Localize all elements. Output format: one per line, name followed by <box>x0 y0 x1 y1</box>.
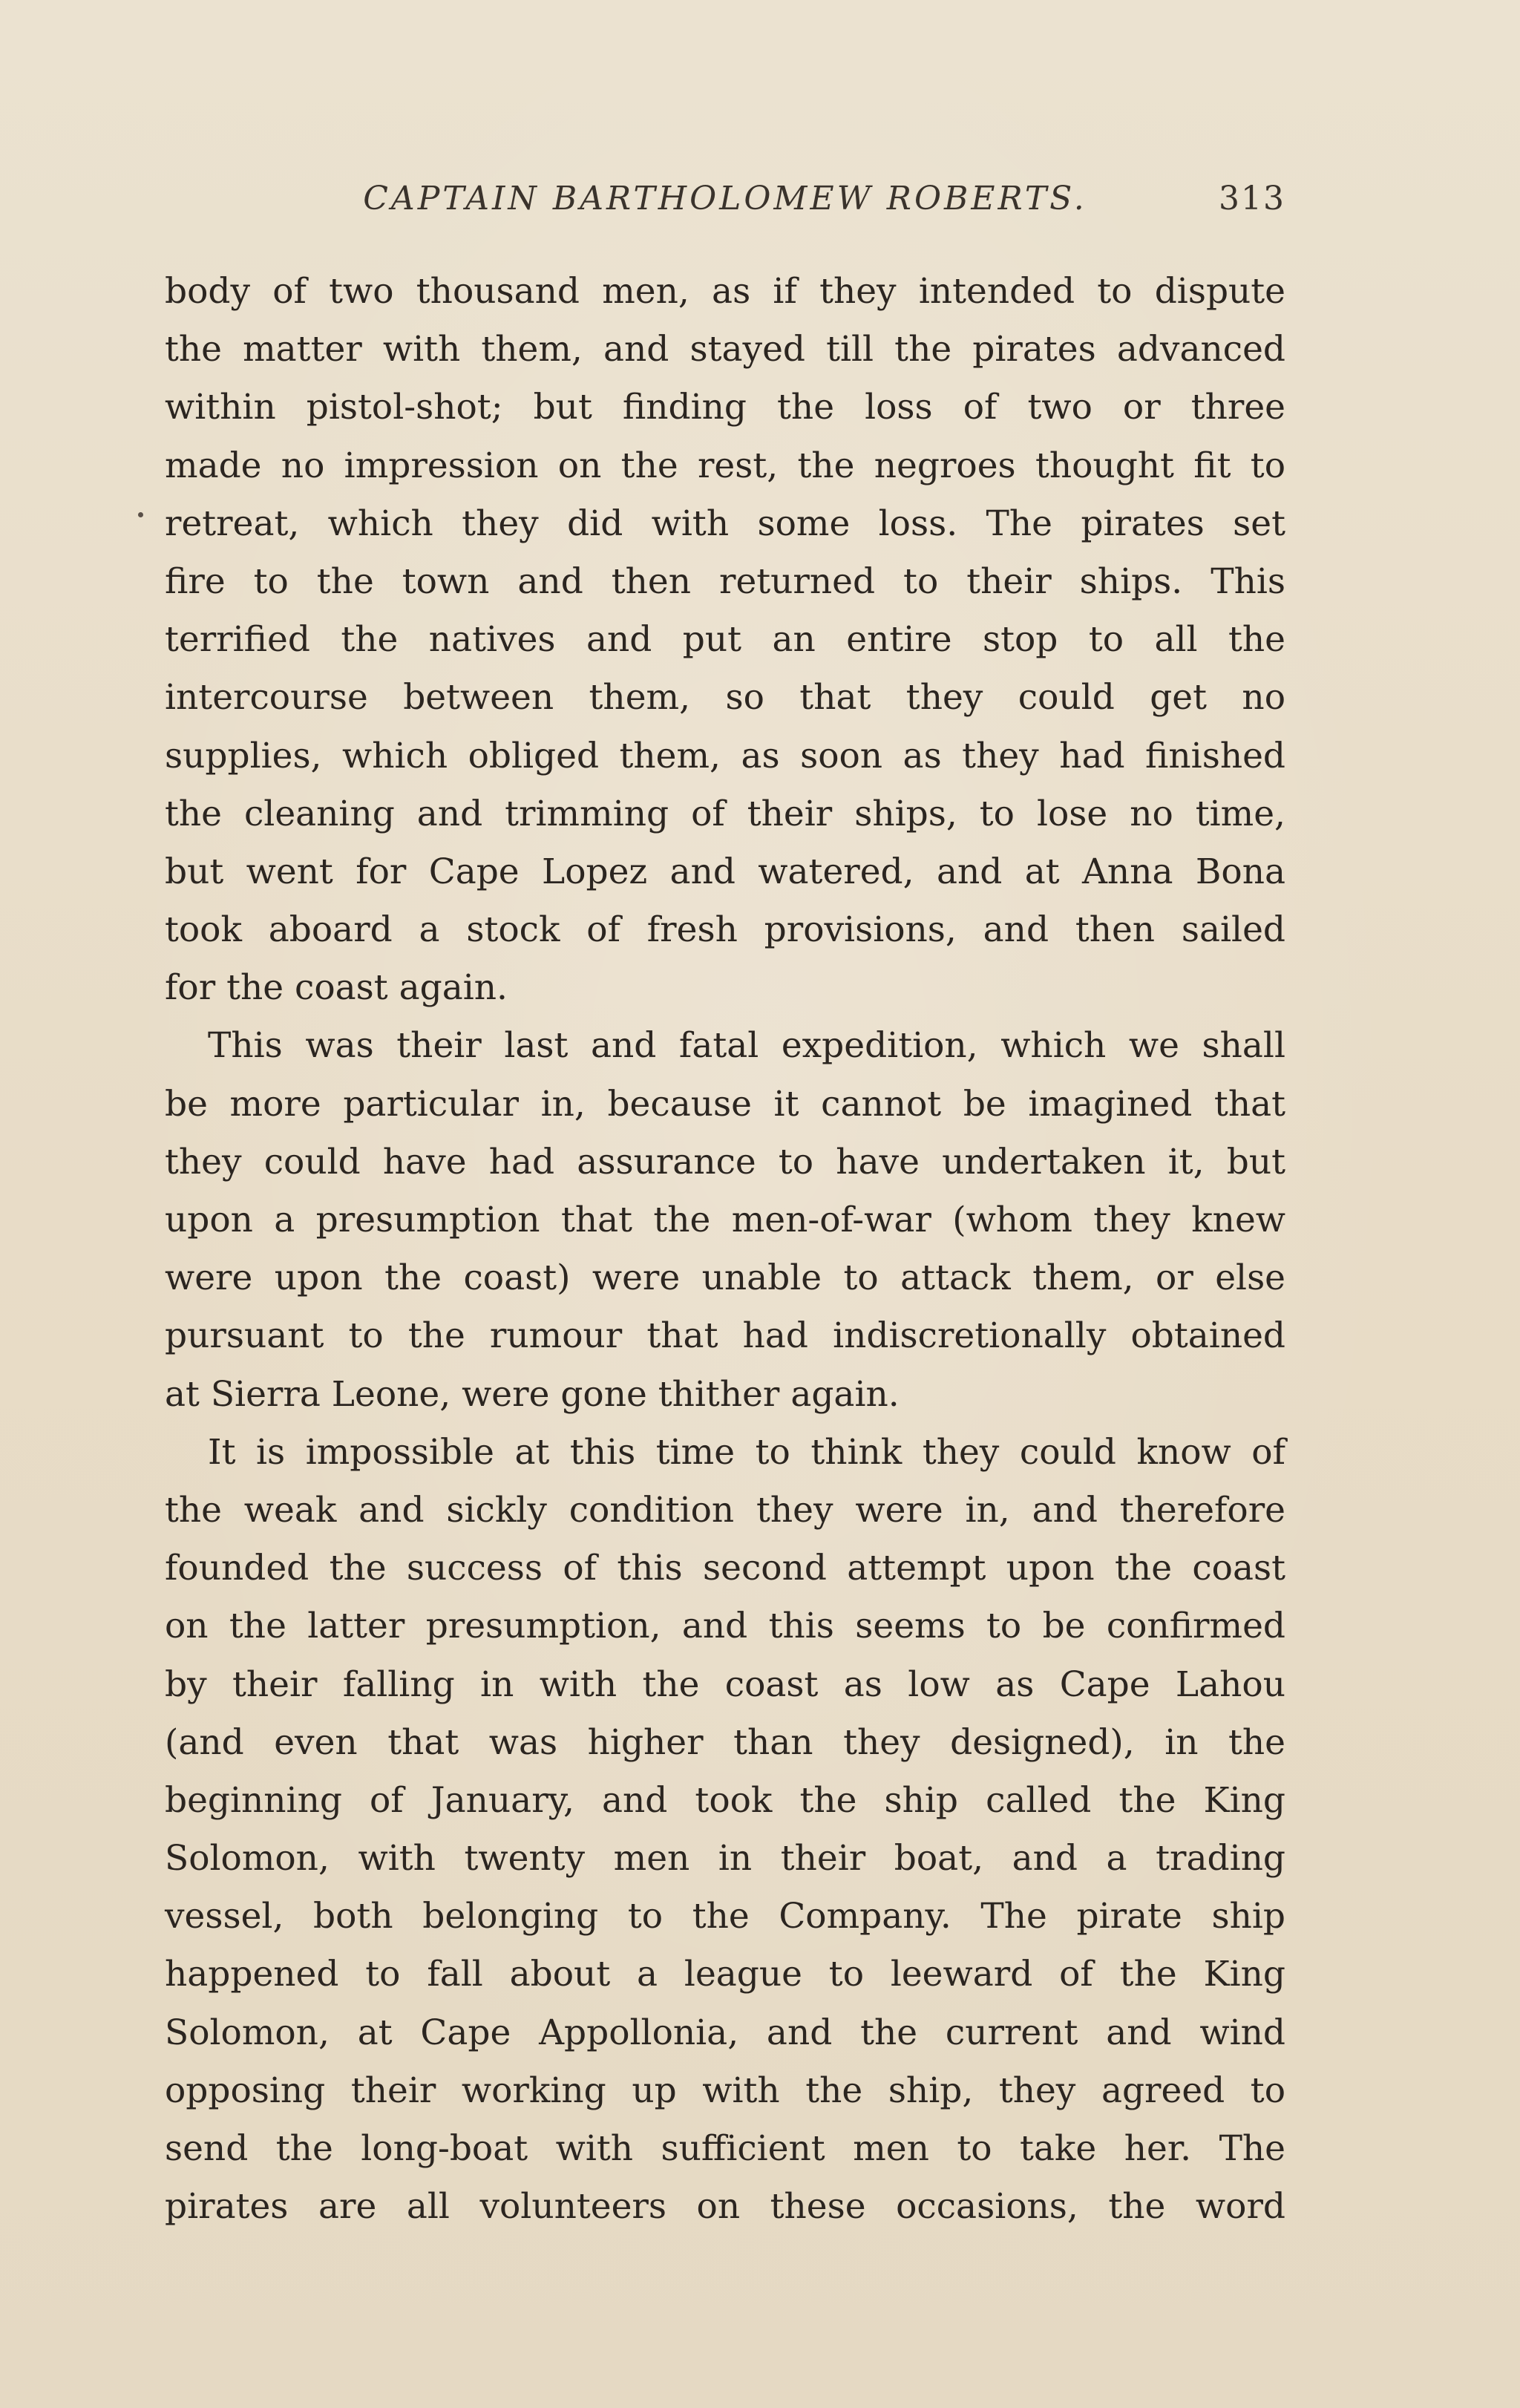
text-line: Solomon, at Cape Appollonia, and the current and wind <box>165 2012 1285 2053</box>
margin-dot <box>138 512 143 517</box>
text-line: pirates are all volunteers on these occasions, the word <box>165 2186 1285 2228</box>
text-line: send the long-boat with sufficient men to take her. The <box>165 2128 1285 2169</box>
text-line: for the coast again. <box>165 967 508 1009</box>
text-line: (and even that was higher than they designed), in the <box>165 1721 1285 1763</box>
text-line: Solomon, with twenty men in their boat, and a trading <box>165 1838 1285 1879</box>
page-number: 313 <box>1219 180 1285 217</box>
text-line: intercourse between them, so that they could get no <box>165 677 1285 719</box>
text-line: supplies, which obliged them, as soon as they had finished <box>165 735 1285 776</box>
text-line: terrified the natives and put an entire stop to all the <box>165 619 1285 661</box>
text-line: at Sierra Leone, were gone thither again. <box>165 1373 900 1415</box>
text-line: body of two thousand men, as if they intended to dispute <box>165 271 1285 312</box>
text-line: upon a presumption that the men-of-war (whom they knew <box>165 1200 1285 1240</box>
text-line: retreat, which they did with some loss. The pirates set <box>165 503 1285 544</box>
text-line: beginning of January, and took the ship called the King <box>165 1779 1285 1821</box>
text-line: made no impression on the rest, the negroes thought fit to <box>165 445 1285 486</box>
text-line: by their falling in with the coast as low as Cape Lahou <box>165 1663 1285 1705</box>
text-line: but went for Cape Lopez and watered, and at Anna Bona <box>165 851 1285 892</box>
text-line: This was their last and fatal expedition, which we shall <box>208 1025 1285 1067</box>
body-text <box>165 263 1285 2236</box>
text-line: vessel, both belonging to the Company. The pirate ship <box>165 1896 1285 1937</box>
text-line: the cleaning and trimming of their ships, to lose no time, <box>165 793 1285 834</box>
text-line: opposing their working up with the ship, they agreed to <box>165 2070 1285 2111</box>
text-line: happened to fall about a league to leeward of the King <box>165 1954 1285 1995</box>
text-line: founded the success of this second attempt upon the coast <box>165 1548 1285 1589</box>
text-line: It is impossible at this time to think they could know of <box>208 1431 1285 1473</box>
text-line: were upon the coast) were unable to attack them, or else <box>165 1257 1285 1299</box>
running-title: CAPTAIN BARTHOLOMEW ROBERTS. <box>363 180 1087 217</box>
page-header <box>165 177 1285 221</box>
text-line: pursuant to the rumour that had indiscretionally obtained <box>165 1315 1285 1357</box>
text-line: the matter with them, and stayed till the pirates advanced <box>165 329 1285 370</box>
text-line: the weak and sickly condition they were in, and therefore <box>165 1489 1285 1531</box>
text-line: took aboard a stock of fresh provisions, and then sailed <box>165 909 1285 951</box>
text-line: within pistol-shot; but finding the loss of two or three <box>165 387 1285 428</box>
text-line: fire to the town and then returned to their ships. This <box>165 560 1285 602</box>
text-line: they could have had assurance to have undertaken it, but <box>165 1141 1285 1182</box>
text-line: on the latter presumption, and this seems to be confirmed <box>165 1606 1285 1647</box>
text-line: be more particular in, because it cannot be imagined that <box>165 1083 1285 1125</box>
